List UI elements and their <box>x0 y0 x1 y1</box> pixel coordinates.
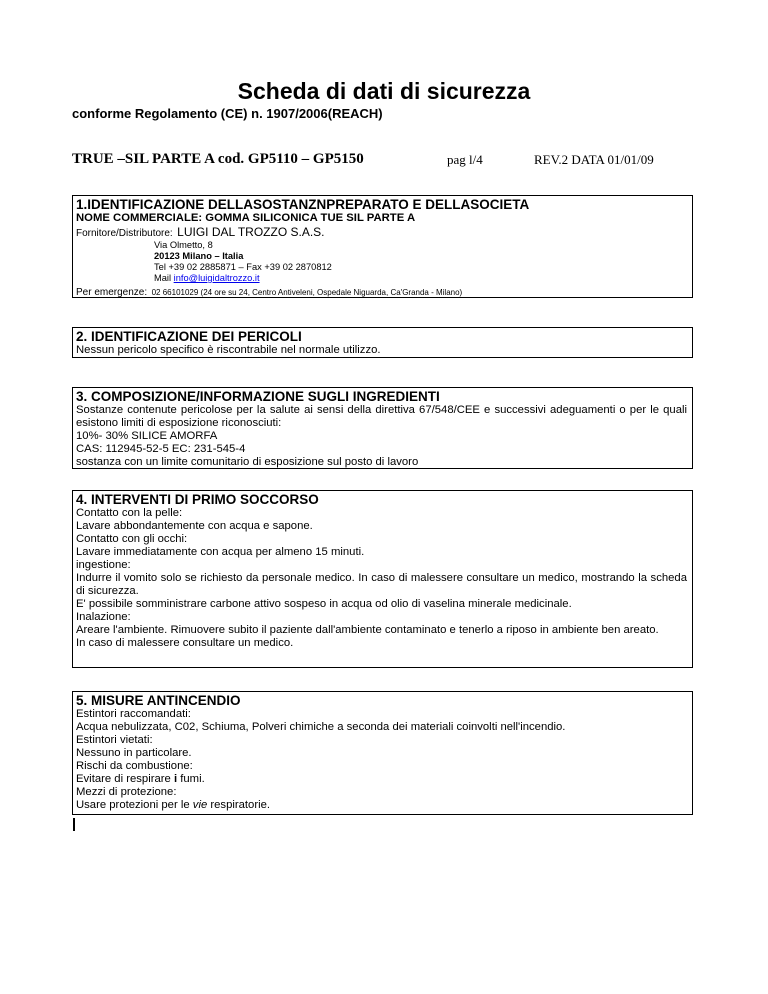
commercial-name: NOME COMMERCIALE: GOMMA SILICONICA TUE SIL PARTE A <box>76 212 416 224</box>
text-cursor-marker <box>73 818 75 831</box>
emergency-label: Per emergenze: <box>76 287 148 298</box>
composition-line: CAS: 112945-52-5 EC: 231-545-4 <box>76 443 246 455</box>
firefighting-line: Acqua nebulizzata, C02, Schiuma, Polveri chimiche a seconda dei materiali coinvolti nell'incendio. <box>76 721 566 733</box>
avoid-fumes-line <box>76 773 687 786</box>
supplier-mail-line <box>76 273 687 284</box>
protection-suffix: respiratorie. <box>210 799 271 811</box>
supplier-city: 20123 Milano – Italia <box>154 251 244 261</box>
first-aid-line: ingestione: <box>76 559 131 571</box>
section-hazards <box>72 327 693 358</box>
protection-prefix: Usare protezioni per le <box>76 799 190 811</box>
page-title: Scheda di dati di sicurezza <box>237 78 531 104</box>
section-5-heading: 5. MISURE ANTINCENDIO <box>76 693 241 708</box>
composition-line: sostanza con un limite comunitario di esposizione sul posto di lavoro <box>76 456 419 468</box>
section-composition <box>72 387 693 469</box>
avoid-bold: i <box>173 773 178 785</box>
supplier-street: Via Olmetto, 8 <box>154 240 213 250</box>
avoid-prefix: Evitare di respirare <box>76 773 171 785</box>
section-2-heading: 2. IDENTIFICAZIONE DEI PERICOLI <box>76 329 302 344</box>
supplier-phone: Tel +39 02 2885871 – Fax +39 02 2870812 <box>154 262 332 272</box>
product-code: TRUE –SIL PARTE A cod. GP5110 – GP5150 <box>72 151 364 167</box>
firefighting-line: Estintori vietati: <box>76 734 153 746</box>
supplier-label: Fornitore/Distributore: <box>76 228 173 239</box>
first-aid-line: Contatto con gli occhi: <box>76 533 188 545</box>
page-subtitle: conforme Regolamento (CE) n. 1907/2006(REACH) <box>72 106 383 121</box>
composition-line: 10%- 30% SILICE AMORFA <box>76 430 218 442</box>
mail-link[interactable]: info@luigidaltrozzo.it <box>173 273 260 283</box>
first-aid-line: Indurre il vomito solo se richiesto da personale medico. In caso di malessere consultare un medico, mostrando la scheda di sicurezza. <box>76 572 687 597</box>
section-4-heading: 4. INTERVENTI DI PRIMO SOCCORSO <box>76 492 319 507</box>
emergency-number: 02 66101029 (24 ore su 24, Centro Antiveleni, Ospedale Niguarda, Ca'Granda - Milano) <box>151 288 463 297</box>
section-1-heading: 1.IDENTIFICAZIONE DELLASOSTANZNPREPARATO E DELLASOCIETA <box>76 197 530 212</box>
section-first-aid <box>72 490 693 668</box>
hazards-text: Nessun pericolo specifico è riscontrabile nel normale utilizzo. <box>76 344 381 356</box>
first-aid-line: In caso di malessere consultare un medico. <box>76 637 294 649</box>
protection-label: Mezzi di protezione: <box>76 786 177 798</box>
page-number: pag l/4 <box>447 152 483 167</box>
section-3-heading: 3. COMPOSIZIONE/INFORMAZIONE SUGLI INGREDIENTI <box>76 389 440 404</box>
composition-line: Sostanze contenute pericolose per la salute ai sensi della direttiva 67/548/CEE e successivi adeguamenti o per le quali esistono limiti di esposizione riconosciuti: <box>76 404 687 429</box>
section-firefighting <box>72 691 693 815</box>
firefighting-line: Estintori raccomandati: <box>76 708 191 720</box>
section-identification <box>72 195 693 298</box>
avoid-suffix: fumi. <box>180 773 205 785</box>
firefighting-line: Nessuno in particolare. <box>76 747 192 759</box>
protection-italic: vie <box>192 799 208 811</box>
first-aid-line: Lavare abbondantemente con acqua e sapone. <box>76 520 313 532</box>
first-aid-line: E' possibile somministrare carbone attivo sospeso in acqua od olio di vaselina minerale medicinale. <box>76 598 572 610</box>
supplier-line <box>76 225 687 240</box>
first-aid-line: Areare l'ambiente. Rimuovere subito il paziente dall'ambiente contaminato e tenerlo a riposo in ambiente ben areato. <box>76 624 659 636</box>
first-aid-line: Inalazione: <box>76 611 131 623</box>
first-aid-line: Lavare immediatamente con acqua per almeno 15 minuti. <box>76 546 365 558</box>
emergency-line <box>76 284 687 299</box>
first-aid-line: Contatto con la pelle: <box>76 507 183 519</box>
revision-date: REV.2 DATA 01/01/09 <box>534 152 654 167</box>
mail-label: Mail <box>154 273 172 283</box>
firefighting-line: Rischi da combustione: <box>76 760 193 772</box>
supplier-name: LUIGI DAL TROZZO S.A.S. <box>177 225 325 239</box>
protection-line <box>76 799 687 812</box>
